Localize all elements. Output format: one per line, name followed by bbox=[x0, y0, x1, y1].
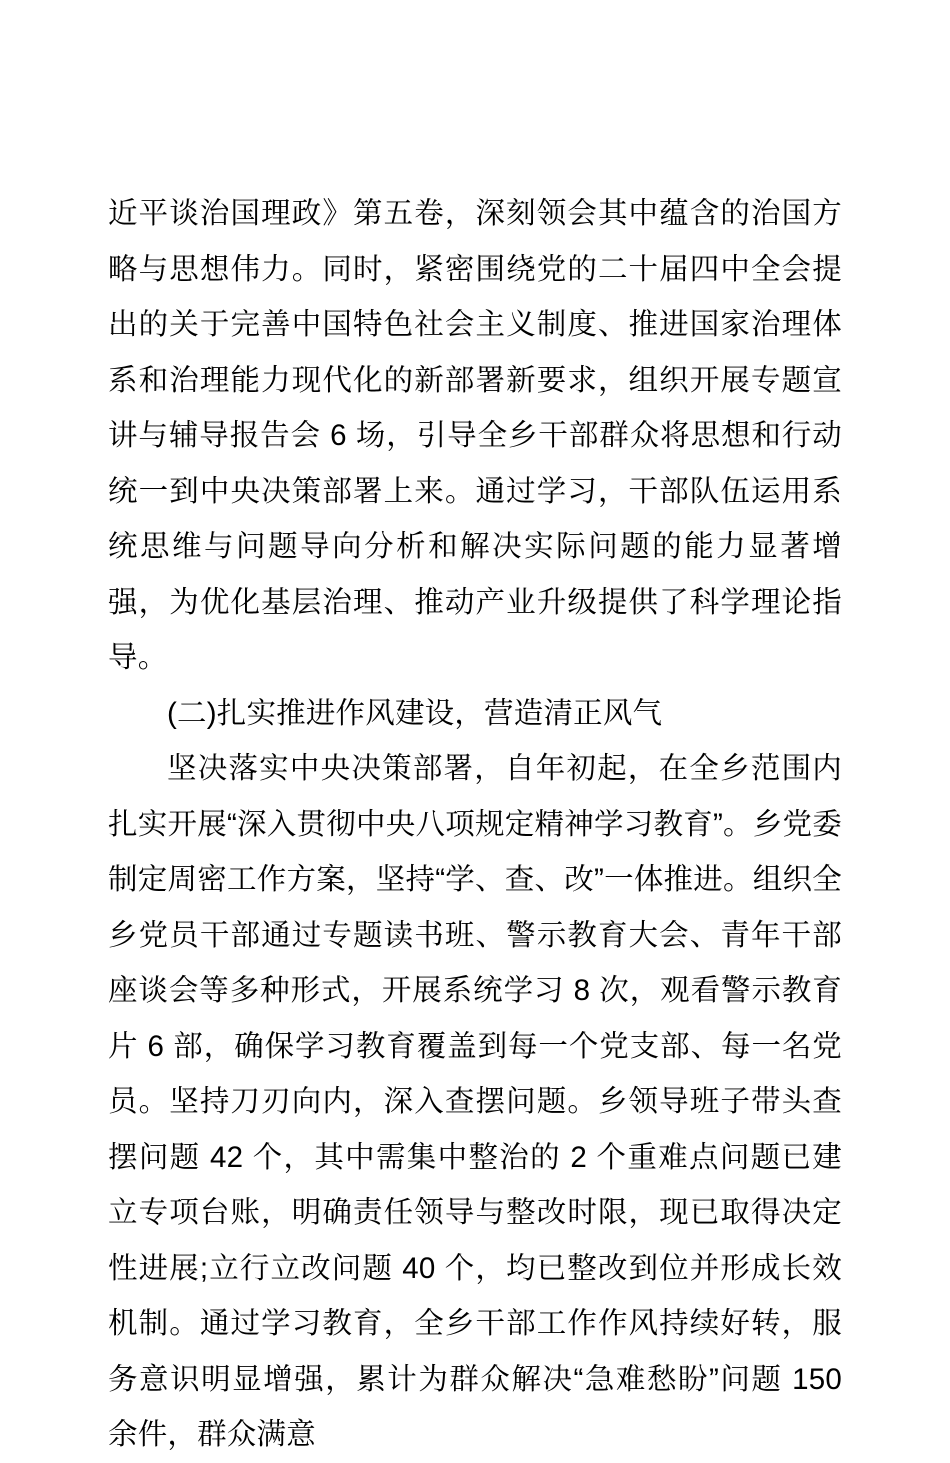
document-body bbox=[108, 186, 842, 1463]
paragraph-continued: 近平谈治国理政》第五卷，深刻领会其中蕴含的治国方略与思想伟力。同时，紧密围绕党的二十届四中全会提出的关于完善中国特色社会主义制度、推进国家治理体系和治理能力现代化的新部署新要求，组织开展专题宣讲与辅导报告会 6 场，引导全乡干部群众将思想和行动统一到中央决策部署上来。通过学习，干部队伍运用系统思维与问题导向分析和解决实际问题的能力显著增强，为优化基层治理、推动产业升级提供了科学理论指导。 bbox=[108, 197, 842, 674]
paragraph-body: 坚决落实中央决策部署，自年初起，在全乡范围内扎实开展“深入贯彻中央八项规定精神学习教育”。乡党委制定周密工作方案，坚持“学、查、改”一体推进。组织全乡党员干部通过专题读书班、警示教育大会、青年干部座谈会等多种形式，开展系统学习 8 次，观看警示教育片 6 部，确保学习教育覆盖到每一个党支部、每一名党员。坚持刀刃向内，深入查摆问题。乡领导班子带头查摆问题 42 个，其中需集中整治的 2 个重难点问题已建立专项台账，明确责任领导与整改时限，现已取得决定性进展;立行立改问题 40 个，均已整改到位并形成长效机制。通过学习教育，全乡干部工作作风持续好转，服务意识明显增强，累计为群众解决“急难愁盼”问题 150 余件，群众满意 bbox=[108, 752, 842, 1451]
section-heading: (二)扎实推进作风建设，营造清正风气 bbox=[167, 696, 663, 730]
